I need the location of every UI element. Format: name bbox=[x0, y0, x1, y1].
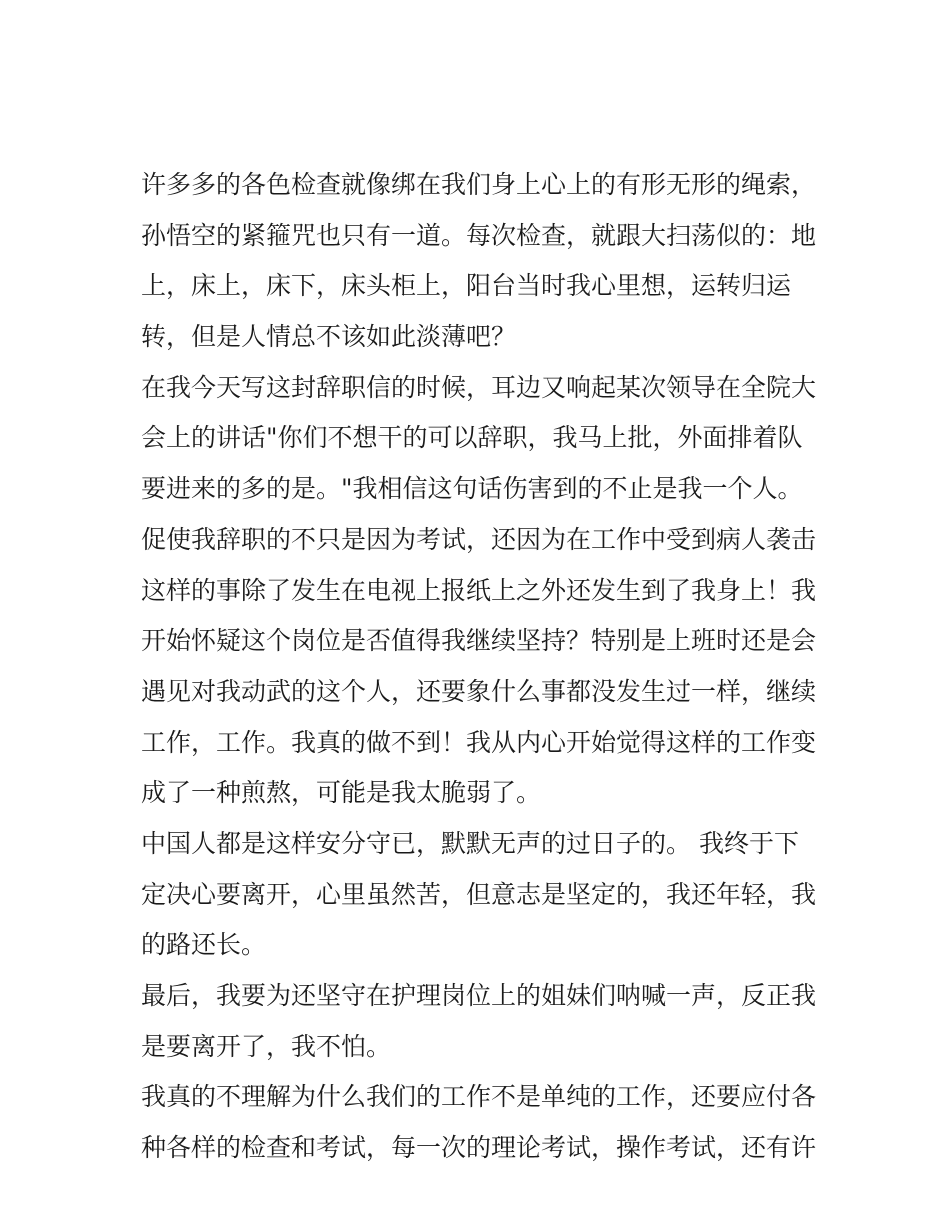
text-line: 转，但是人情总不该如此淡薄吧？ bbox=[141, 322, 517, 352]
text-line: 开始怀疑这个岗位是否值得我继续坚持？特别是上班时还是会 bbox=[141, 626, 817, 656]
text-line: 许多多的各色检查就像绑在我们身上心上的有形无形的绳索， bbox=[141, 170, 817, 199]
text-line: 工作，工作。我真的做不到！我从内心开始觉得这样的工作变 bbox=[141, 727, 817, 757]
text-line: 这样的事除了发生在电视上报纸上之外还发生到了我身上！我 bbox=[141, 575, 817, 605]
text-line: 遇见对我动武的这个人，还要象什么事都没发生过一样，继续 bbox=[141, 676, 817, 706]
text-line: 种各样的检查和考试，每一次的理论考试，操作考试，还有许 bbox=[141, 1133, 817, 1163]
text-line: 成了一种煎熬，可能是我太脆弱了。 bbox=[141, 778, 542, 808]
text-line: 孙悟空的紧箍咒也只有一道。每次检查，就跟大扫荡似的：地 bbox=[141, 220, 817, 250]
text-line: 上，床上，床下，床头柜上，阳台当时我心里想，运转归运 bbox=[141, 271, 792, 301]
text-line: 会上的讲话"你们不想干的可以辞职，我马上批，外面排着队 bbox=[141, 423, 803, 453]
text-line: 定决心要离开，心里虽然苦，但意志是坚定的，我还年轻，我 bbox=[141, 879, 817, 909]
text-line: 是要离开了，我不怕。 bbox=[141, 1031, 392, 1061]
body-text bbox=[141, 160, 821, 1174]
text-line: 要进来的多的是。"我相信这句话伤害到的不止是我一个人。 bbox=[141, 474, 803, 504]
text-line: 在我今天写这封辞职信的时候，耳边又响起某次领导在全院大 bbox=[141, 372, 817, 402]
text-line: 促使我辞职的不只是因为考试，还因为在工作中受到病人袭击 bbox=[141, 524, 817, 554]
text-line: 的路还长。 bbox=[141, 930, 267, 960]
text-line: 中国人都是这样安分守已，默默无声的过日子的。 我终于下 bbox=[141, 828, 799, 858]
text-line: 最后，我要为还坚守在护理岗位上的姐妹们呐喊一声，反正我 bbox=[141, 981, 817, 1010]
text-line: 我真的不理解为什么我们的工作不是单纯的工作，还要应付各 bbox=[141, 1082, 817, 1112]
